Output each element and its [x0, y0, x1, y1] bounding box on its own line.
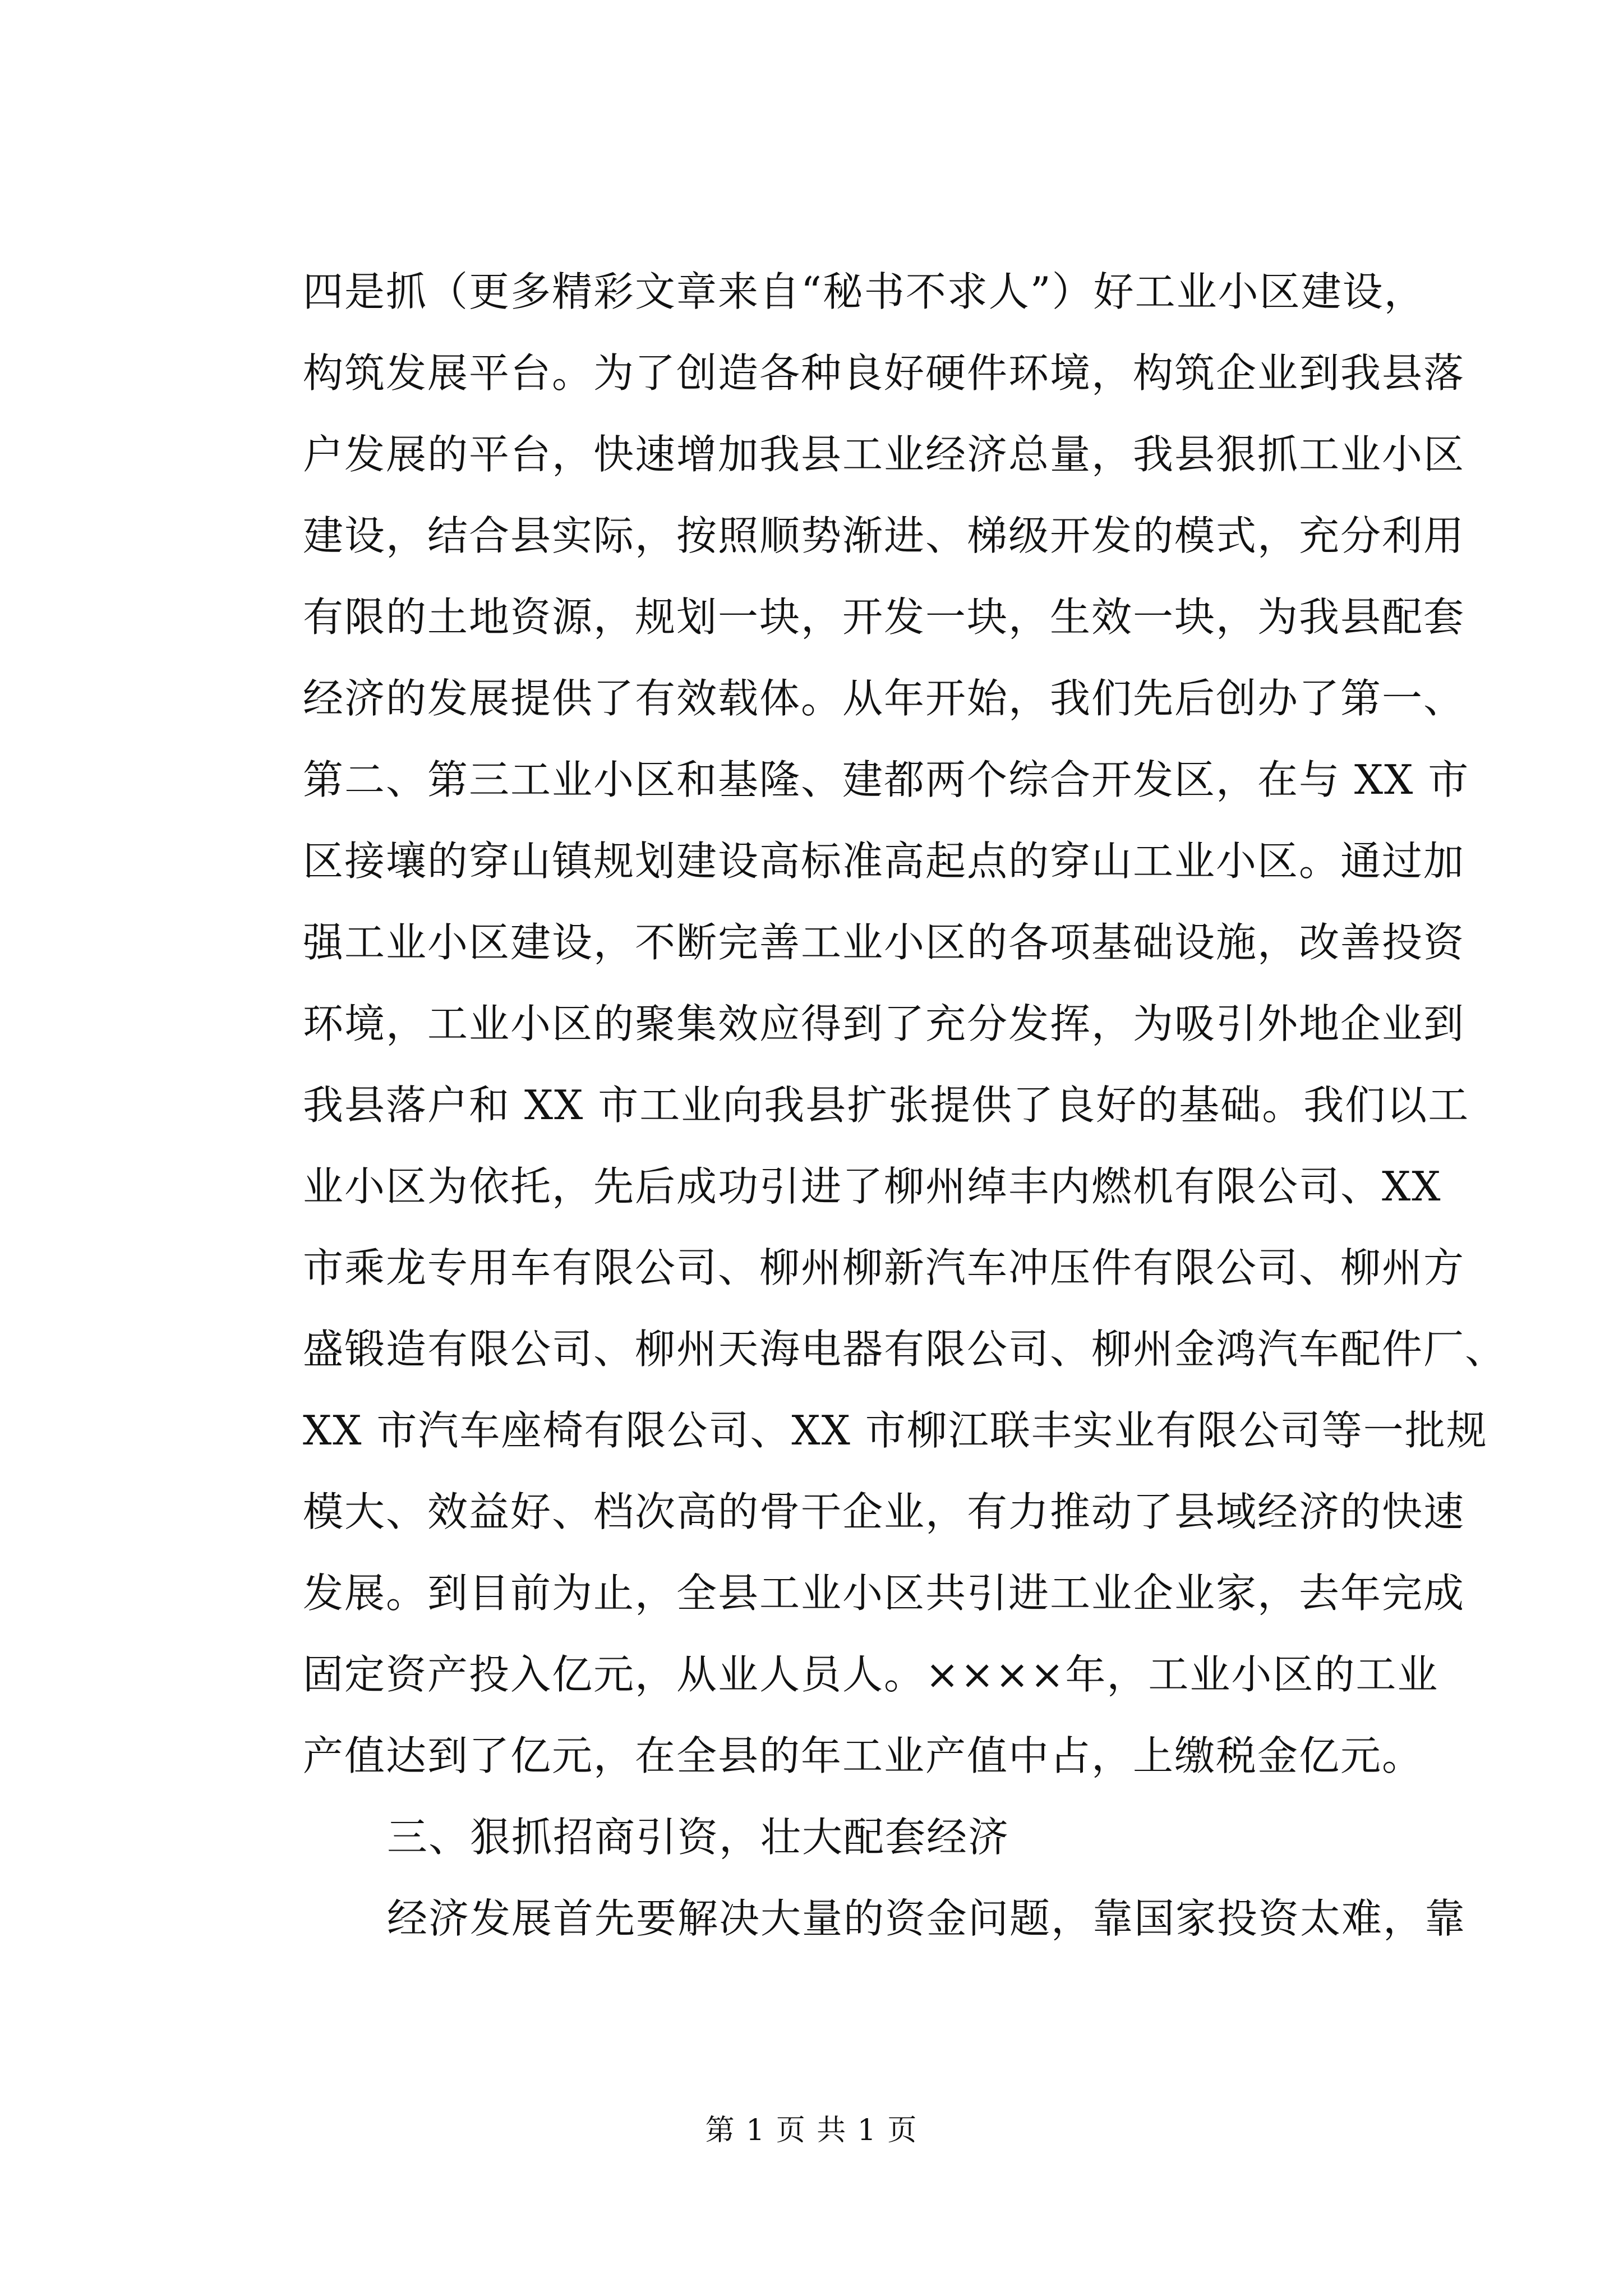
body-line: 第二、第三工业小区和基隆、建都两个综合开发区，在与 XX 市 — [303, 756, 1470, 803]
body-line: 我县落户和 XX 市工业向我县扩张提供了良好的基础。我们以工 — [303, 1082, 1470, 1129]
body-line: 四是抓（更多精彩文章来自“秘书不求人”）好工业小区建设， — [303, 268, 1426, 315]
body-line: 构筑发展平台。为了创造各种良好硬件环境，构筑企业到我县落 — [303, 349, 1465, 397]
body-line: 发展。到目前为止，全县工业小区共引进工业企业家，去年完成 — [303, 1570, 1465, 1617]
page-footer: 第 1 页 共 1 页 — [705, 2114, 918, 2147]
body-line: 建设，结合县实际，按照顺势渐进、梯级开发的模式，充分利用 — [303, 512, 1465, 559]
body-line: 户发展的平台，快速增加我县工业经济总量，我县狠抓工业小区 — [303, 431, 1465, 478]
body-line: 强工业小区建设，不断完善工业小区的各项基础设施，改善投资 — [303, 919, 1465, 966]
body-line: 盛锻造有限公司、柳州天海电器有限公司、柳州金鸿汽车配件厂、 — [303, 1326, 1507, 1373]
body-line: 经济的发展提供了有效载体。从年开始，我们先后创办了第一、 — [303, 675, 1465, 722]
body-line: 环境，工业小区的聚集效应得到了充分发挥，为吸引外地企业到 — [303, 1000, 1465, 1047]
document-body — [303, 251, 1507, 1959]
body-line: 区接壤的穿山镇规划建设高标准高起点的穿山工业小区。通过加 — [303, 838, 1465, 885]
body-line: 业小区为依托，先后成功引进了柳州绰丰内燃机有限公司、XX — [303, 1163, 1442, 1210]
body-line: 固定资产投入亿元，从业人员人。××××年，工业小区的工业 — [303, 1651, 1439, 1698]
body-line: 有限的土地资源，规划一块，开发一块，生效一块，为我县配套 — [303, 593, 1465, 641]
body-line: 产值达到了亿元，在全县的年工业产值中占，上缴税金亿元。 — [303, 1732, 1424, 1779]
body-line: 模大、效益好、档次高的骨干企业，有力推动了县域经济的快速 — [303, 1488, 1465, 1535]
section-heading: 三、狠抓招商引资，壮大配套经济 — [387, 1814, 1010, 1861]
body-line: 经济发展首先要解决大量的资金问题，靠国家投资太难，靠 — [387, 1895, 1467, 1942]
body-line: 市乘龙专用车有限公司、柳州柳新汽车冲压件有限公司、柳州方 — [303, 1244, 1465, 1291]
body-line: XX 市汽车座椅有限公司、XX 市柳江联丰实业有限公司等一批规 — [303, 1407, 1488, 1454]
